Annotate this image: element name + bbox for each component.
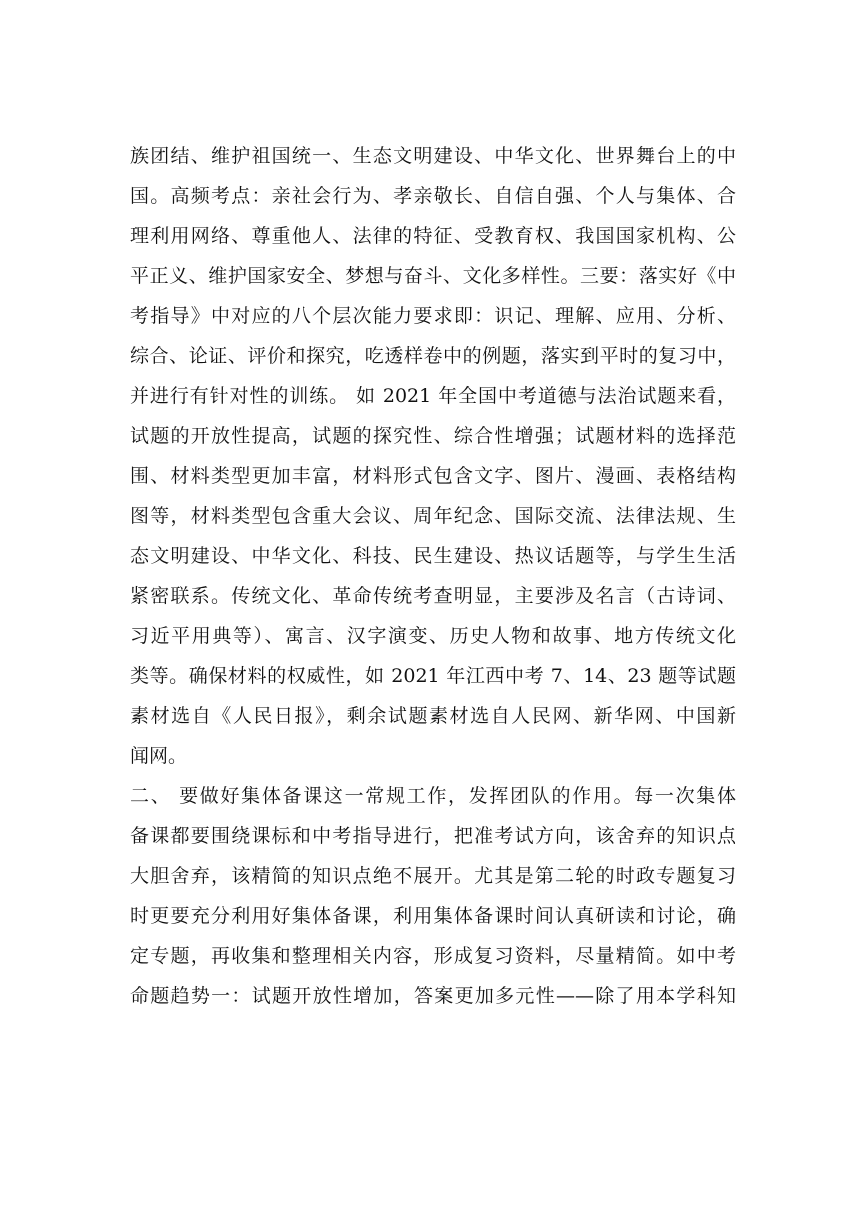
text-line: 备课都要围绕课标和中考指导进行，把准考试方向，该舍弃的知识点 (130, 825, 736, 847)
text-line: 态文明建设、中华文化、科技、民生建设、热议话题等，与学生生活 (130, 545, 736, 567)
text-line: 族团结、维护祖国统一、生态文明建设、中华文化、世界舞台上的中 (130, 145, 736, 167)
text-line: 围、材料类型更加丰富，材料形式包含文字、图片、漫画、表格结构 (130, 465, 736, 487)
text-line: 二、 要做好集体备课这一常规工作，发挥团队的作用。每一次集体 (130, 785, 736, 807)
body-text (130, 136, 736, 1016)
text-line: 理利用网络、尊重他人、法律的特征、受教育权、我国国家机构、公 (130, 225, 736, 247)
text-line: 试题的开放性提高，试题的探究性、综合性增强；试题材料的选择范 (130, 425, 736, 447)
text-line: 习近平用典等）、寓言、汉字演变、历史人物和故事、地方传统文化 (130, 625, 736, 647)
text-line: 平正义、维护国家安全、梦想与奋斗、文化多样性。三要：落实好《中 (130, 265, 736, 287)
text-line: 大胆舍弃，该精简的知识点绝不展开。尤其是第二轮的时政专题复习 (130, 865, 736, 887)
text-line: 类等。确保材料的权威性，如 2021 年江西中考 7、14、23 题等试题 (130, 665, 736, 687)
text-line: 定专题，再收集和整理相关内容，形成复习资料，尽量精简。如中考 (130, 945, 736, 967)
text-line: 综合、论证、评价和探究，吃透样卷中的例题，落实到平时的复习中， (130, 345, 736, 367)
text-line: 命题趋势一：试题开放性增加，答案更加多元性——除了用本学科知 (130, 985, 736, 1007)
text-line: 图等，材料类型包含重大会议、周年纪念、国际交流、法律法规、生 (130, 505, 736, 527)
text-line: 素材选自《人民日报》，剩余试题素材选自人民网、新华网、中国新 (130, 705, 736, 727)
text-line: 紧密联系。传统文化、革命传统考查明显，主要涉及名言（古诗词、 (130, 585, 736, 607)
text-line: 并进行有针对性的训练。 如 2021 年全国中考道德与法治试题来看， (130, 385, 736, 407)
text-line: 国。高频考点：亲社会行为、孝亲敬长、自信自强、个人与集体、合 (130, 185, 736, 207)
text-line: 时更要充分利用好集体备课，利用集体备课时间认真研读和讨论，确 (130, 905, 736, 927)
text-line: 闻网。 (130, 745, 188, 767)
text-line: 考指导》中对应的八个层次能力要求即：识记、理解、应用、分析、 (130, 305, 736, 327)
